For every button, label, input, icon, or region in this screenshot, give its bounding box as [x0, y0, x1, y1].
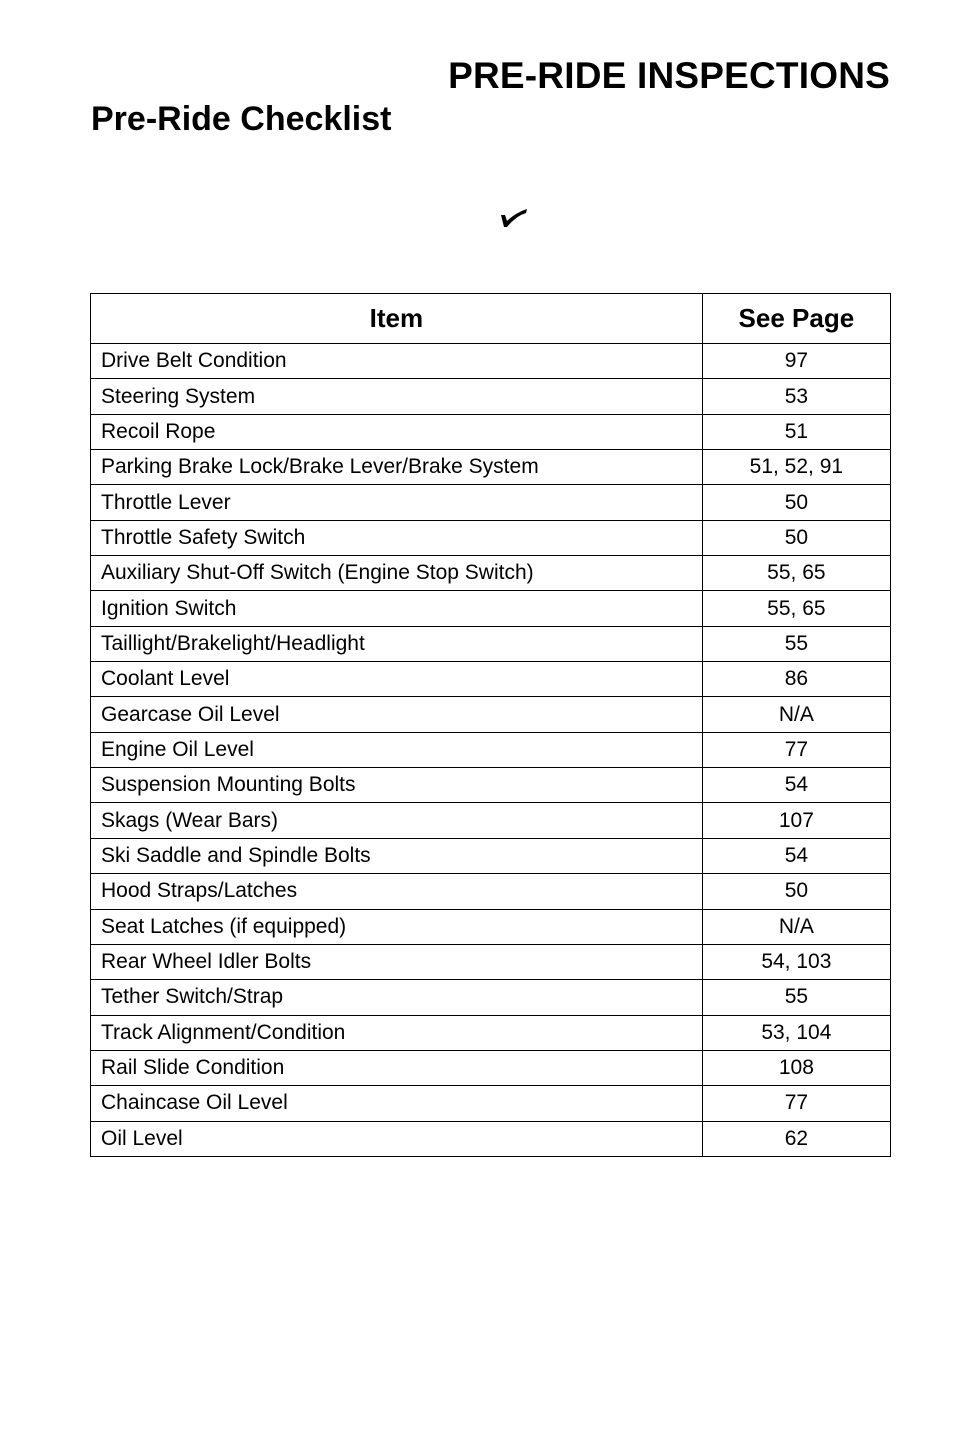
- table-row: [91, 626, 891, 661]
- table-row: [91, 1015, 891, 1050]
- column-header-item: Item: [91, 294, 703, 344]
- item-cell: Drive Belt Condition: [91, 344, 703, 379]
- table-row: [91, 838, 891, 873]
- item-cell: Tether Switch/Strap: [91, 980, 703, 1015]
- table-row: [91, 1050, 891, 1085]
- table-row: [91, 732, 891, 767]
- page-cell: 55, 65: [702, 556, 890, 591]
- checkmark-icon: [499, 204, 529, 230]
- page-cell: 55, 65: [702, 591, 890, 626]
- item-cell: Suspension Mounting Bolts: [91, 768, 703, 803]
- item-cell: Recoil Rope: [91, 414, 703, 449]
- table-row: [91, 344, 891, 379]
- page-cell: 77: [702, 732, 890, 767]
- table-row: [91, 697, 891, 732]
- table-row: [91, 485, 891, 520]
- table-header-row: [91, 294, 891, 344]
- table-row: [91, 556, 891, 591]
- item-cell: Skags (Wear Bars): [91, 803, 703, 838]
- table-row: [91, 768, 891, 803]
- table-row: [91, 874, 891, 909]
- item-cell: Taillight/Brakelight/Headlight: [91, 626, 703, 661]
- table-row: [91, 944, 891, 979]
- column-header-see-page: See Page: [702, 294, 890, 344]
- page-cell: 107: [702, 803, 890, 838]
- item-cell: Steering System: [91, 379, 703, 414]
- checklist-table: [90, 293, 891, 1157]
- item-cell: Auxiliary Shut-Off Switch (Engine Stop Switch): [91, 556, 703, 591]
- page-cell: 62: [702, 1121, 890, 1156]
- table-row: [91, 414, 891, 449]
- item-cell: Chaincase Oil Level: [91, 1086, 703, 1121]
- item-cell: Rear Wheel Idler Bolts: [91, 944, 703, 979]
- item-cell: Throttle Safety Switch: [91, 520, 703, 555]
- item-cell: Hood Straps/Latches: [91, 874, 703, 909]
- page-cell: 54, 103: [702, 944, 890, 979]
- page-cell: 86: [702, 662, 890, 697]
- table-row: [91, 520, 891, 555]
- item-cell: Coolant Level: [91, 662, 703, 697]
- item-cell: Ski Saddle and Spindle Bolts: [91, 838, 703, 873]
- page-cell: 55: [702, 626, 890, 661]
- page-cell: 53: [702, 379, 890, 414]
- table-row: [91, 379, 891, 414]
- item-cell: Gearcase Oil Level: [91, 697, 703, 732]
- page-cell: 55: [702, 980, 890, 1015]
- page-cell: 97: [702, 344, 890, 379]
- table-row: [91, 909, 891, 944]
- item-cell: Parking Brake Lock/Brake Lever/Brake System: [91, 450, 703, 485]
- item-cell: Rail Slide Condition: [91, 1050, 703, 1085]
- item-cell: Engine Oil Level: [91, 732, 703, 767]
- item-cell: Ignition Switch: [91, 591, 703, 626]
- page-cell: 50: [702, 874, 890, 909]
- table-row: [91, 662, 891, 697]
- item-cell: Seat Latches (if equipped): [91, 909, 703, 944]
- table-row: [91, 980, 891, 1015]
- page-cell: 50: [702, 485, 890, 520]
- item-cell: Throttle Lever: [91, 485, 703, 520]
- page-cell: 50: [702, 520, 890, 555]
- section-title: PRE-RIDE INSPECTIONS: [448, 55, 890, 96]
- page-cell: 77: [702, 1086, 890, 1121]
- page-cell: 53, 104: [702, 1015, 890, 1050]
- page-cell: 108: [702, 1050, 890, 1085]
- page-cell: 54: [702, 768, 890, 803]
- page-title: Pre-Ride Checklist: [91, 100, 392, 138]
- table-row: [91, 450, 891, 485]
- page-cell: N/A: [702, 909, 890, 944]
- page-cell: 54: [702, 838, 890, 873]
- page-cell: N/A: [702, 697, 890, 732]
- item-cell: Track Alignment/Condition: [91, 1015, 703, 1050]
- table-row: [91, 1121, 891, 1156]
- table-row: [91, 1086, 891, 1121]
- table-row: [91, 803, 891, 838]
- table-body: [91, 344, 891, 1157]
- page-cell: 51: [702, 414, 890, 449]
- page-cell: 51, 52, 91: [702, 450, 890, 485]
- item-cell: Oil Level: [91, 1121, 703, 1156]
- table-row: [91, 591, 891, 626]
